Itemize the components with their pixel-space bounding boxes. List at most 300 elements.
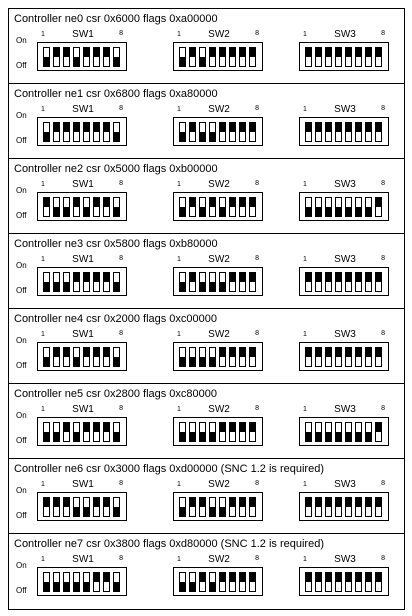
dip-toggle-knob	[346, 573, 351, 582]
dip-toggle-knob	[190, 273, 195, 282]
dip-toggle-knob	[220, 348, 225, 357]
dip-toggle-2	[189, 497, 196, 517]
dip-toggle-2	[53, 122, 60, 142]
dip-toggle-2	[53, 497, 60, 517]
dip-toggle-8	[375, 497, 382, 517]
dip-toggle-knob	[326, 573, 331, 582]
dip-toggle-7	[239, 347, 246, 367]
dip-toggle-7	[365, 122, 372, 142]
switch-bank-name: SW1	[72, 554, 94, 565]
dip-toggle-8	[375, 47, 382, 67]
dip-toggle-6	[229, 272, 236, 292]
dip-toggle-7	[239, 572, 246, 592]
dip-toggle-3	[199, 197, 206, 217]
switch-number-1: 1	[177, 406, 181, 413]
controller-dip-switch-chart	[8, 8, 405, 610]
dip-toggle-knob	[54, 123, 59, 132]
switch-number-1: 1	[303, 556, 307, 563]
dip-toggle-2	[315, 422, 322, 442]
on-label: On	[16, 111, 27, 120]
dip-toggle-knob	[230, 198, 235, 207]
switch-bank-name: SW3	[334, 554, 356, 565]
dip-toggle-4	[335, 272, 342, 292]
dip-toggle-6	[229, 47, 236, 67]
dip-toggle-5	[219, 497, 226, 517]
switch-bank-name: SW3	[334, 329, 356, 340]
dip-toggle-knob	[346, 432, 351, 441]
dip-toggle-4	[73, 197, 80, 217]
dip-toggle-6	[93, 122, 100, 142]
dip-toggle-knob	[114, 57, 119, 66]
dip-toggle-8	[375, 422, 382, 442]
dip-toggle-knob	[230, 573, 235, 582]
dip-toggle-5	[345, 422, 352, 442]
dip-toggle-knob	[336, 348, 341, 357]
dip-toggle-knob	[306, 498, 311, 507]
dip-toggle-knob	[326, 273, 331, 282]
dip-toggle-8	[249, 347, 256, 367]
dip-toggle-5	[345, 197, 352, 217]
dip-switch-housing	[37, 267, 127, 296]
dip-toggle-knob	[104, 198, 109, 207]
dip-toggle-5	[345, 347, 352, 367]
dip-toggle-2	[53, 272, 60, 292]
dip-toggle-knob	[200, 573, 205, 582]
controller-panel-4	[9, 309, 404, 384]
dip-toggle-knob	[346, 273, 351, 282]
dip-toggle-knob	[366, 123, 371, 132]
dip-toggle-knob	[376, 48, 381, 57]
dip-toggle-7	[365, 497, 372, 517]
dip-toggle-1	[43, 497, 50, 517]
dip-toggle-7	[103, 422, 110, 442]
switch-bank-name: SW3	[334, 29, 356, 40]
dip-toggle-7	[365, 572, 372, 592]
dip-toggle-3	[199, 497, 206, 517]
dip-toggle-5	[345, 122, 352, 142]
switch-number-8: 8	[381, 555, 385, 562]
dip-toggle-knob	[316, 573, 321, 582]
dip-toggle-knob	[220, 48, 225, 57]
controller-title: Controller ne4 csr 0x2000 flags 0xc00000	[14, 313, 218, 325]
switch-number-1: 1	[303, 481, 307, 488]
dip-toggle-7	[239, 422, 246, 442]
dip-toggle-4	[73, 347, 80, 367]
dip-toggle-1	[43, 122, 50, 142]
dip-switch-bank-3	[299, 31, 391, 75]
dip-toggle-8	[113, 47, 120, 67]
dip-toggle-knob	[376, 573, 381, 582]
dip-toggle-knob	[220, 207, 225, 216]
dip-toggle-knob	[220, 573, 225, 582]
dip-toggle-5	[83, 572, 90, 592]
dip-toggle-knob	[240, 198, 245, 207]
dip-toggle-1	[305, 122, 312, 142]
dip-toggle-knob	[64, 423, 69, 432]
dip-toggle-knob	[220, 282, 225, 291]
dip-toggle-3	[199, 47, 206, 67]
dip-toggle-knob	[210, 282, 215, 291]
dip-toggle-3	[63, 422, 70, 442]
dip-toggle-knob	[200, 207, 205, 216]
dip-toggle-knob	[44, 582, 49, 591]
dip-toggle-knob	[366, 348, 371, 357]
switch-bank-name: SW3	[334, 104, 356, 115]
dip-toggle-knob	[200, 498, 205, 507]
dip-toggle-knob	[180, 507, 185, 516]
switch-number-1: 1	[303, 256, 307, 263]
dip-switch-bank-3	[299, 181, 391, 225]
dip-toggle-knob	[366, 48, 371, 57]
dip-toggle-1	[179, 272, 186, 292]
switch-number-8: 8	[255, 405, 259, 412]
dip-toggle-knob	[240, 348, 245, 357]
dip-toggle-knob	[356, 48, 361, 57]
dip-toggle-1	[179, 497, 186, 517]
dip-toggle-4	[209, 347, 216, 367]
dip-toggle-1	[179, 422, 186, 442]
switch-number-1: 1	[41, 406, 45, 413]
dip-toggle-knob	[64, 282, 69, 291]
switch-number-1: 1	[41, 31, 45, 38]
dip-toggle-5	[345, 497, 352, 517]
dip-toggle-6	[93, 197, 100, 217]
dip-toggle-knob	[306, 348, 311, 357]
dip-switch-bank-1	[37, 406, 129, 450]
dip-toggle-knob	[180, 132, 185, 141]
dip-toggle-knob	[210, 198, 215, 207]
switch-bank-name: SW1	[72, 254, 94, 265]
dip-toggle-knob	[84, 207, 89, 216]
dip-toggle-knob	[210, 132, 215, 141]
switch-bank-name: SW2	[208, 104, 230, 115]
dip-toggle-knob	[210, 48, 215, 57]
dip-toggle-knob	[306, 273, 311, 282]
dip-toggle-5	[219, 122, 226, 142]
dip-toggle-2	[315, 272, 322, 292]
dip-switch-housing	[173, 192, 263, 221]
dip-toggle-knob	[74, 582, 79, 591]
dip-toggle-1	[305, 422, 312, 442]
dip-toggle-8	[113, 122, 120, 142]
controller-title: Controller ne2 csr 0x5000 flags 0xb00000	[14, 163, 218, 175]
dip-toggle-knob	[114, 507, 119, 516]
switch-bank-name: SW3	[334, 254, 356, 265]
dip-toggle-8	[249, 572, 256, 592]
dip-toggle-knob	[84, 48, 89, 57]
dip-toggle-3	[63, 347, 70, 367]
dip-toggle-6	[93, 272, 100, 292]
dip-toggle-2	[189, 422, 196, 442]
controller-title: Controller ne0 csr 0x6000 flags 0xa00000	[14, 13, 218, 25]
dip-toggle-knob	[356, 273, 361, 282]
off-label: Off	[16, 211, 27, 220]
dip-toggle-knob	[44, 198, 49, 207]
dip-toggle-knob	[190, 432, 195, 441]
switch-bank-name: SW1	[72, 404, 94, 415]
dip-toggle-4	[335, 422, 342, 442]
dip-toggle-knob	[84, 273, 89, 282]
dip-toggle-2	[315, 572, 322, 592]
switch-number-8: 8	[381, 30, 385, 37]
controller-title: Controller ne7 csr 0x3800 flags 0xd80000 (SNC 1.2 is required)	[14, 538, 324, 550]
dip-switch-housing	[173, 342, 263, 371]
dip-toggle-knob	[94, 498, 99, 507]
on-label: On	[16, 36, 27, 45]
dip-toggle-4	[73, 497, 80, 517]
dip-toggle-1	[179, 47, 186, 67]
dip-toggle-knob	[366, 498, 371, 507]
dip-toggle-3	[63, 197, 70, 217]
dip-switch-housing	[37, 567, 127, 596]
switch-number-1: 1	[177, 331, 181, 338]
dip-toggle-knob	[376, 498, 381, 507]
dip-toggle-2	[53, 422, 60, 442]
dip-toggle-knob	[94, 423, 99, 432]
switch-bank-name: SW2	[208, 554, 230, 565]
switch-number-1: 1	[41, 181, 45, 188]
dip-toggle-knob	[84, 123, 89, 132]
dip-toggle-knob	[240, 273, 245, 282]
switch-bank-name: SW2	[208, 29, 230, 40]
dip-switch-housing	[173, 267, 263, 296]
switch-number-1: 1	[303, 31, 307, 38]
switch-bank-name: SW2	[208, 329, 230, 340]
dip-toggle-5	[345, 272, 352, 292]
switch-number-1: 1	[177, 31, 181, 38]
switch-bank-name: SW1	[72, 179, 94, 190]
dip-switch-bank-2	[173, 181, 265, 225]
dip-toggle-knob	[346, 207, 351, 216]
dip-switch-bank-2	[173, 106, 265, 150]
dip-toggle-knob	[326, 498, 331, 507]
switch-bank-name: SW3	[334, 179, 356, 190]
switch-number-8: 8	[381, 480, 385, 487]
dip-toggle-3	[63, 497, 70, 517]
dip-toggle-knob	[190, 498, 195, 507]
dip-toggle-knob	[376, 348, 381, 357]
switch-bank-name: SW3	[334, 404, 356, 415]
dip-toggle-knob	[190, 48, 195, 57]
on-label: On	[16, 486, 27, 495]
dip-toggle-7	[239, 197, 246, 217]
dip-switch-housing	[173, 417, 263, 446]
dip-toggle-7	[365, 422, 372, 442]
dip-switch-bank-1	[37, 256, 129, 300]
dip-toggle-knob	[316, 348, 321, 357]
dip-toggle-4	[209, 422, 216, 442]
dip-toggle-5	[345, 572, 352, 592]
dip-switch-bank-3	[299, 331, 391, 375]
switch-number-8: 8	[119, 180, 123, 187]
dip-toggle-8	[249, 122, 256, 142]
dip-toggle-3	[325, 47, 332, 67]
dip-toggle-knob	[230, 498, 235, 507]
dip-toggle-knob	[64, 207, 69, 216]
dip-switch-housing	[299, 192, 389, 221]
off-label: Off	[16, 511, 27, 520]
dip-toggle-4	[335, 347, 342, 367]
dip-toggle-knob	[44, 282, 49, 291]
dip-toggle-knob	[356, 573, 361, 582]
switch-bank-name: SW2	[208, 179, 230, 190]
on-label: On	[16, 336, 27, 345]
dip-toggle-knob	[230, 348, 235, 357]
switch-number-1: 1	[303, 181, 307, 188]
dip-toggle-knob	[104, 348, 109, 357]
dip-toggle-knob	[74, 57, 79, 66]
dip-toggle-knob	[200, 432, 205, 441]
dip-switch-housing	[299, 342, 389, 371]
dip-toggle-1	[43, 197, 50, 217]
dip-toggle-8	[249, 197, 256, 217]
off-label: Off	[16, 286, 27, 295]
dip-toggle-knob	[210, 582, 215, 591]
dip-toggle-4	[73, 122, 80, 142]
dip-switch-housing	[173, 42, 263, 71]
dip-toggle-knob	[54, 348, 59, 357]
dip-toggle-2	[315, 197, 322, 217]
switch-number-8: 8	[119, 30, 123, 37]
dip-toggle-1	[43, 422, 50, 442]
dip-toggle-2	[189, 572, 196, 592]
dip-toggle-3	[325, 497, 332, 517]
dip-toggle-knob	[220, 507, 225, 516]
dip-switch-bank-1	[37, 556, 129, 600]
dip-switch-housing	[173, 567, 263, 596]
switch-number-1: 1	[177, 256, 181, 263]
dip-switch-bank-2	[173, 556, 265, 600]
dip-toggle-knob	[114, 582, 119, 591]
dip-toggle-knob	[220, 423, 225, 432]
dip-toggle-knob	[336, 207, 341, 216]
dip-toggle-1	[179, 347, 186, 367]
dip-toggle-knob	[346, 348, 351, 357]
dip-toggle-knob	[104, 48, 109, 57]
switch-number-1: 1	[41, 331, 45, 338]
dip-toggle-knob	[210, 507, 215, 516]
dip-toggle-6	[229, 497, 236, 517]
dip-toggle-2	[189, 122, 196, 142]
dip-toggle-1	[305, 347, 312, 367]
dip-toggle-8	[375, 347, 382, 367]
dip-toggle-knob	[240, 423, 245, 432]
dip-toggle-3	[325, 197, 332, 217]
dip-toggle-knob	[316, 48, 321, 57]
dip-toggle-knob	[180, 357, 185, 366]
dip-toggle-knob	[240, 573, 245, 582]
switch-bank-name: SW3	[334, 479, 356, 490]
dip-toggle-7	[103, 347, 110, 367]
dip-toggle-6	[355, 347, 362, 367]
dip-toggle-3	[63, 272, 70, 292]
dip-toggle-knob	[306, 48, 311, 57]
dip-toggle-6	[93, 497, 100, 517]
switch-number-8: 8	[381, 330, 385, 337]
dip-toggle-4	[209, 197, 216, 217]
dip-toggle-4	[335, 47, 342, 67]
dip-toggle-2	[189, 347, 196, 367]
dip-toggle-8	[113, 197, 120, 217]
switch-number-1: 1	[303, 406, 307, 413]
dip-toggle-4	[209, 122, 216, 142]
switch-number-8: 8	[255, 30, 259, 37]
dip-toggle-3	[63, 572, 70, 592]
dip-toggle-knob	[306, 432, 311, 441]
dip-toggle-knob	[250, 573, 255, 582]
dip-toggle-knob	[64, 123, 69, 132]
dip-toggle-2	[315, 347, 322, 367]
dip-toggle-knob	[74, 123, 79, 132]
switch-number-1: 1	[177, 181, 181, 188]
dip-toggle-knob	[44, 57, 49, 66]
dip-toggle-knob	[180, 282, 185, 291]
dip-toggle-2	[315, 122, 322, 142]
dip-toggle-8	[249, 47, 256, 67]
dip-switch-bank-1	[37, 331, 129, 375]
dip-toggle-knob	[74, 507, 79, 516]
dip-toggle-8	[113, 422, 120, 442]
dip-toggle-knob	[94, 48, 99, 57]
dip-toggle-knob	[336, 123, 341, 132]
dip-toggle-knob	[180, 207, 185, 216]
dip-toggle-4	[73, 572, 80, 592]
dip-switch-housing	[37, 492, 127, 521]
dip-toggle-knob	[190, 198, 195, 207]
dip-toggle-knob	[64, 582, 69, 591]
dip-toggle-knob	[190, 357, 195, 366]
dip-toggle-6	[229, 422, 236, 442]
dip-toggle-knob	[200, 357, 205, 366]
switch-number-8: 8	[381, 105, 385, 112]
dip-toggle-knob	[64, 348, 69, 357]
dip-toggle-knob	[64, 48, 69, 57]
dip-toggle-6	[355, 47, 362, 67]
controller-title: Controller ne1 csr 0x6800 flags 0xa80000	[14, 88, 218, 100]
dip-toggle-knob	[74, 357, 79, 366]
on-label: On	[16, 261, 27, 270]
dip-toggle-knob	[104, 123, 109, 132]
dip-toggle-4	[335, 572, 342, 592]
dip-toggle-knob	[114, 432, 119, 441]
dip-switch-housing	[37, 42, 127, 71]
dip-toggle-knob	[250, 48, 255, 57]
dip-toggle-2	[53, 197, 60, 217]
switch-bank-name: SW1	[72, 104, 94, 115]
dip-toggle-3	[199, 272, 206, 292]
dip-toggle-knob	[230, 48, 235, 57]
dip-toggle-5	[219, 572, 226, 592]
dip-switch-bank-2	[173, 331, 265, 375]
switch-number-1: 1	[41, 106, 45, 113]
switch-number-8: 8	[381, 405, 385, 412]
dip-toggle-5	[83, 347, 90, 367]
dip-toggle-6	[355, 272, 362, 292]
dip-toggle-knob	[114, 132, 119, 141]
switch-number-8: 8	[119, 480, 123, 487]
dip-toggle-2	[53, 347, 60, 367]
dip-toggle-5	[83, 197, 90, 217]
dip-toggle-3	[199, 122, 206, 142]
dip-switch-housing	[299, 567, 389, 596]
dip-toggle-5	[345, 47, 352, 67]
switch-number-8: 8	[119, 105, 123, 112]
controller-title: Controller ne3 csr 0x5800 flags 0xb80000	[14, 238, 218, 250]
controller-title: Controller ne6 csr 0x3000 flags 0xd00000 (SNC 1.2 is required)	[14, 463, 324, 475]
dip-toggle-knob	[376, 198, 381, 207]
dip-toggle-7	[103, 572, 110, 592]
dip-toggle-3	[63, 47, 70, 67]
